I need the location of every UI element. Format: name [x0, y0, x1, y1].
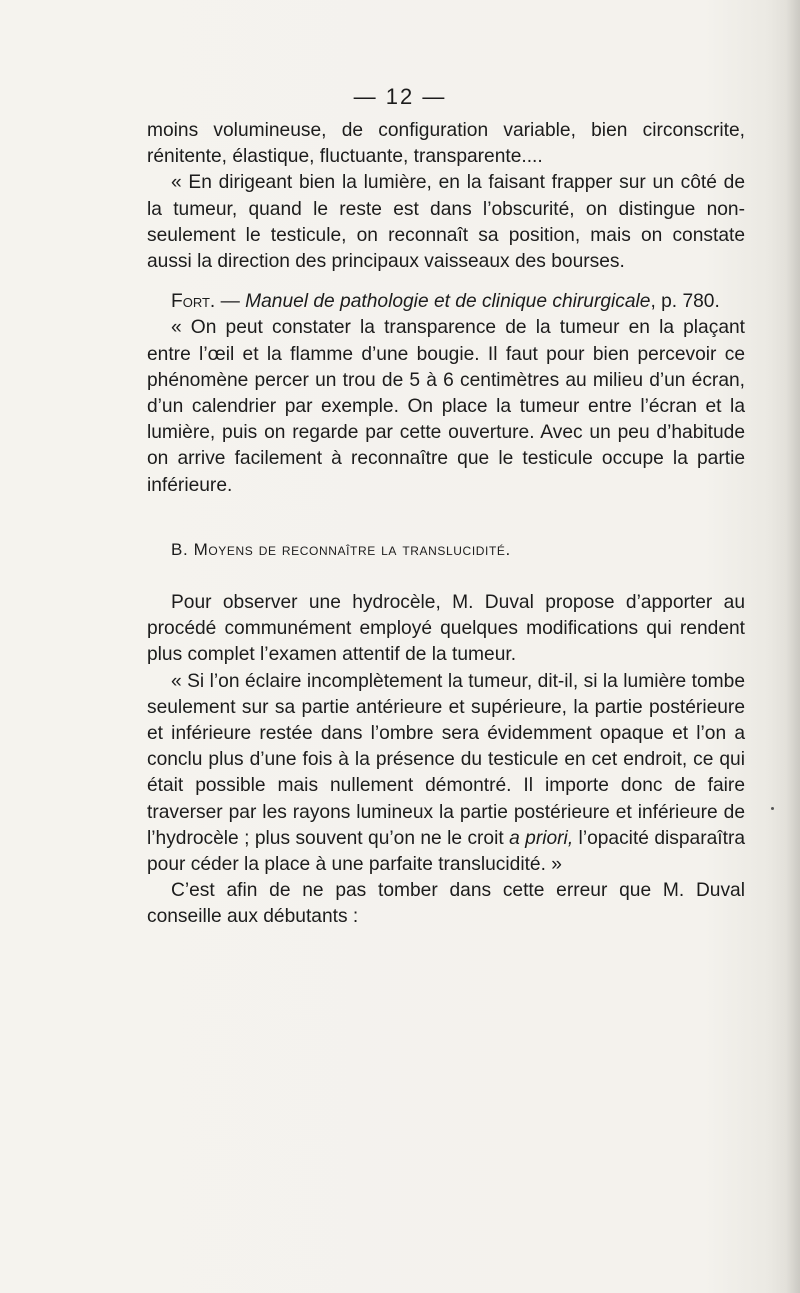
paragraph-6-italic: a priori,: [509, 827, 574, 849]
ink-speck: [771, 807, 774, 810]
citation-author: Fort.: [171, 291, 216, 313]
citation-fort: [147, 289, 745, 315]
page-edge-shadow: [786, 0, 800, 1293]
citation-page: , p. 780.: [650, 291, 720, 313]
citation-dash: —: [215, 291, 246, 313]
paragraph-4-quote: « On peut constater la transparence de la tumeur en la plaçant entre l’œil et la flamme d’une bougie. Il faut pour bien percevoir ce phénomène percer un trou de 5 à 6 centimètres au milieu d’un écran, d’un calendrier par exemple. On place la tumeur entre l’écran et la lumière, puis on regarde par cette ouverture. Avec un peu d’habitude on arrive facilement à reconnaître que le testicule occupe la partie inférieure.: [147, 317, 745, 496]
paragraph-6-before: « Si l’on éclaire incomplètement la tumeur, dit-il, si la lumière tombe seulement sur sa partie antérieure et supérieure, la partie postérieure et inférieure restée dans l’ombre sera évidemment opaque et l’on a conclu plus d’une fois à la présence du testicule en cet endroit, ce qui était possible mais nullement démontré. Il importe donc de faire traverser par les rayons lumineux la partie postérieure et inférieure de l’hydrocèle ; plus souvent qu’on ne le croit: [147, 670, 745, 849]
section-letter: B.: [171, 539, 189, 559]
paragraph-6-quote: [147, 669, 745, 879]
paragraph-7: C’est afin de ne pas tomber dans cette erreur que M. Duval conseille aux débutants :: [147, 880, 745, 928]
paragraph-1: moins volumineuse, de configuration variable, bien circonscrite, rénitente, élastique, fluctuante, transparente....: [147, 120, 745, 168]
paragraph-2-quote: « En dirigeant bien la lumière, en la faisant frapper sur un côté de la tumeur, quand le reste est dans l’obscurité, on distingue non-seulement le testicule, on reconnaît sa position, mais on constate aussi la direction des principaux vaisseaux des bourses.: [147, 172, 745, 273]
page-number: — 12 —: [353, 84, 447, 109]
paragraph-6-after: l’opacité disparaîtra pour céder la place à une parfaite translucidité. »: [147, 827, 746, 876]
citation-title: Manuel de pathologie et de clinique chirurgicale: [245, 291, 651, 313]
body-text: [147, 118, 745, 931]
section-heading: [147, 537, 745, 563]
paragraph-5: Pour observer une hydrocèle, M. Duval propose d’apporter au procédé communément employé quelques modifications qui rendent plus complet l’examen attentif de la tumeur.: [147, 592, 745, 666]
section-title-text: Moyens de reconnaître la translucidité.: [193, 539, 511, 559]
